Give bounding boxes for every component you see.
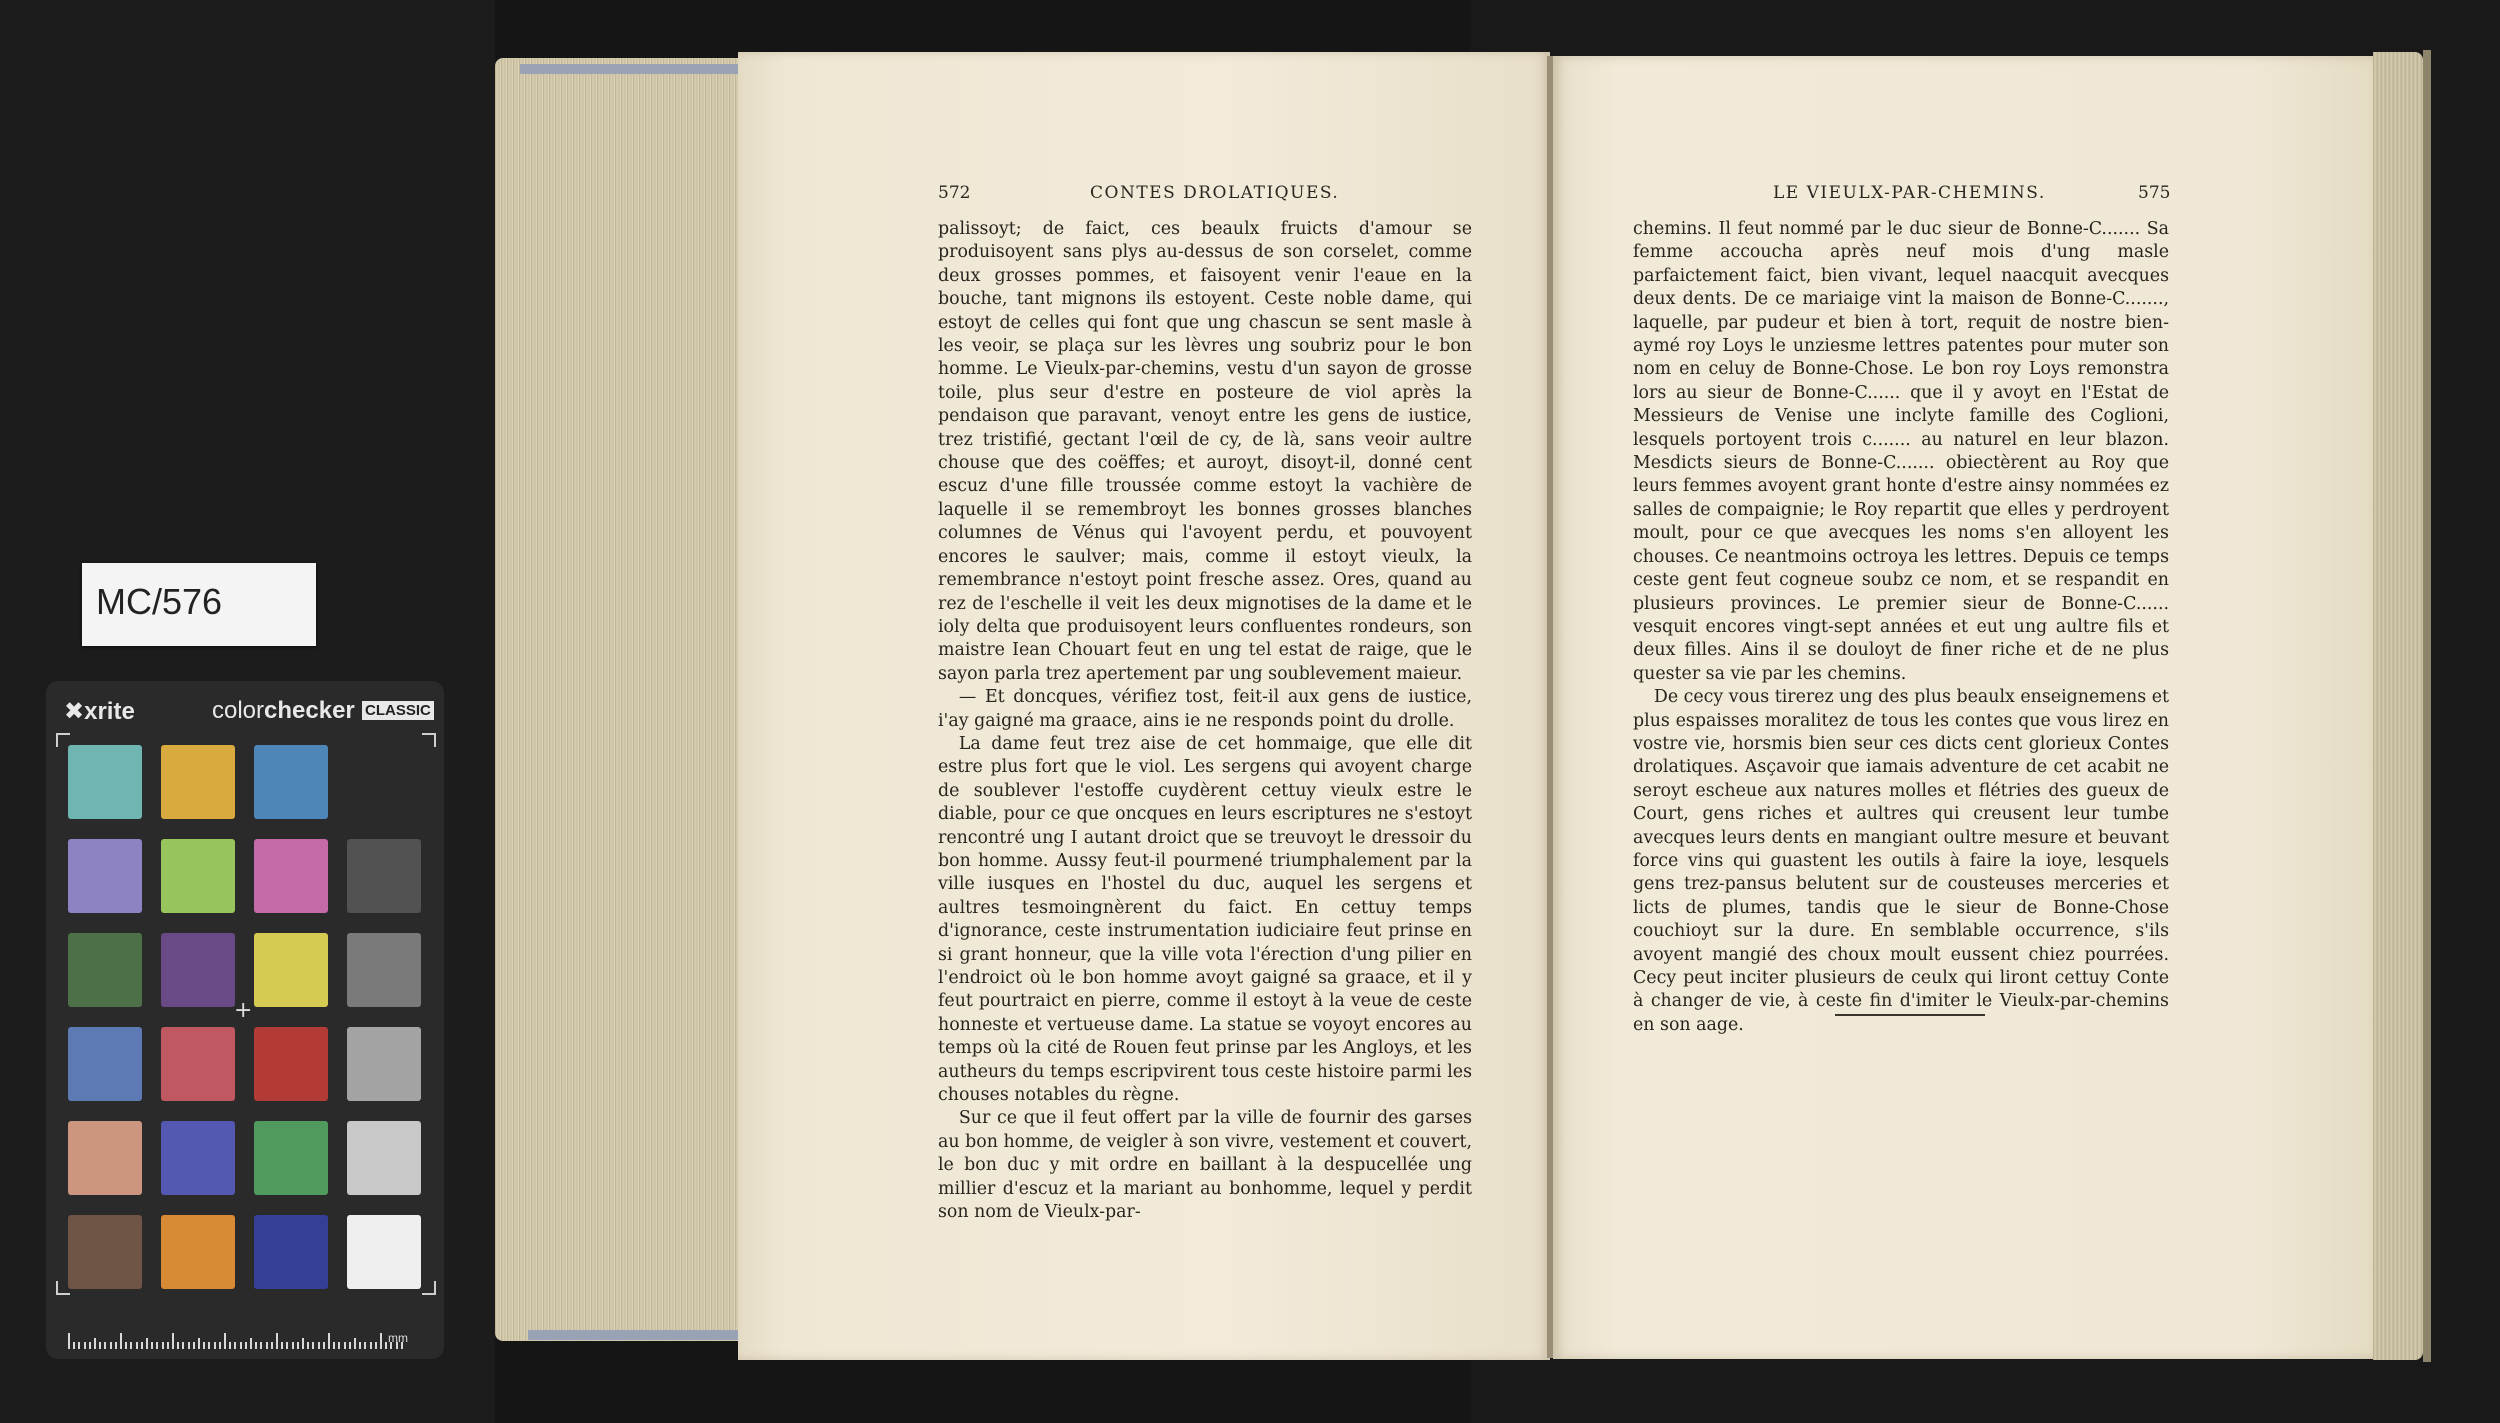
- ruler-tick: [338, 1342, 340, 1349]
- ruler-tick: [125, 1342, 127, 1349]
- ruler-tick: [167, 1342, 169, 1349]
- ruler-tick: [141, 1342, 143, 1349]
- ruler-tick: [370, 1342, 372, 1349]
- book-cover-edge-bottom: [528, 1330, 745, 1340]
- ruler-tick: [193, 1342, 195, 1349]
- left-page-number: 572: [938, 183, 971, 203]
- ruler-tick: [375, 1342, 377, 1349]
- ruler-tick: [115, 1342, 117, 1349]
- color-patch: [161, 933, 235, 1007]
- color-checker-card: [46, 681, 444, 1359]
- left-paragraph-3: La dame feut trez aise de cet hommaige, que elle dit estre plus fort que le viol. Les sergens qui avoyent charge de soublever l'estoffe cuydèrent cettuy vieulx estre le diable, pour ce que oncques en leurs escriptures ne s'estoyt rencontré ung I autant droict que se treuvoyt le dressoir du bon homme. Aussy feut-il pourmené triumphalement par la ville iusques en l'hostel du duc, auquel les sergens et aultres tesmoingnèrent du faict. En cettuy temps d'ignorance, ceste instrumentation iudiciaire feut prinse en si grant honneur, que la ville vota l'érection d'ung pilier en l'endroict où le bon homme avoyt gaigné sa graace, et il y feut pourtraict en pierre, comme il estoyt à la veue de ceste honneste et vertueuse dame. La statue se voyoyt encores au temps où la cité de Rouen feut prinse par les Angloys, et les autheurs du temps escripvirent tous ceste histoire parmi les chouses notables du règne.: [938, 733, 1472, 1106]
- ruler-tick: [276, 1333, 278, 1349]
- ruler-tick: [307, 1342, 309, 1349]
- ruler-tick: [364, 1342, 366, 1349]
- ruler-tick: [281, 1342, 283, 1349]
- right-page-number: 575: [2138, 183, 2171, 203]
- ruler-tick: [344, 1342, 346, 1349]
- ruler-tick: [271, 1342, 273, 1349]
- ruler-tick: [297, 1342, 299, 1349]
- left-page-text: [938, 218, 1472, 1224]
- color-patch: [68, 1121, 142, 1195]
- corner-mark-top-right: [422, 733, 436, 747]
- color-patch: [68, 839, 142, 913]
- ruler-tick: [110, 1342, 112, 1349]
- right-running-head: LE VIEULX-PAR-CHEMINS.: [1773, 183, 2046, 203]
- color-patch: [68, 1215, 142, 1289]
- ruler-tick: [89, 1342, 91, 1349]
- ruler-tick: [250, 1338, 252, 1349]
- ruler-tick: [208, 1342, 210, 1349]
- end-of-tale-rule: [1835, 1014, 1985, 1016]
- right-paragraph-2: De cecy vous tirerez ung des plus beaulx enseignemens et plus espaisses moralitez de tous les contes que vous lirez en vostre vie, horsmis bien seur ces dicts cent glorieux Contes drolatiques. Asçavoir que iamais adventure de cet acabit ne seroyt escheue aux natures molles et flétries des gueux de Court, gens riches et aultres qui creusent leur tumbe avecques leurs dents en mangiant oultre mesure et beuvant force vins qui guastent les outils à faire la ioye, lesquels gens trez-pansus belutent sur de cousteuses merceries et licts de plumes, tandis que le sieur de Bonne-Chose couchioyt sur la dure. En semblable occurrence, s'ils avoyent mangié des choux moult eussent chiez pourrées. Cecy peut inciter plusieurs de ceulx qui liront cettuy Conte à changer de vie, à ceste fin d'imiter le Vieulx-par-chemins en son aage.: [1633, 687, 2169, 1035]
- color-patch: [254, 745, 328, 819]
- ruler-tick: [68, 1333, 70, 1349]
- ruler-tick: [333, 1342, 335, 1349]
- left-paragraph-1: palissoyt; de faict, ces beaulx fruicts d'amour se produisoyent sans plys au-dessus de son corselet, comme deux grosses pommes, et faisoyent venir l'eaue en la bouche, tant mignons ils estoyent. Ceste noble dame, qui estoyt de celles qui font que ung chascun se sent masle à les veoir, se plaça sur les lèvres ung soubriz pour le bon homme. Le Vieulx-par-chemins, vestu d'un sayon de grosse toile, plus seur d'estre en posteure de viol après la pendaison que paravant, venoyt entre les gens de iustice, trez tristifié, gectant l'œil de cy, de là, sans veoir aultre chouse que des coëffes; et auroyt, disoyt-il, donné cent escuz d'une fille troussée comme estoyt la vachière de laquelle il se remembroyt les bonnes grosses blanches columnes de Vénus qui l'avoyent perdu, et pouvoyent encores le saulver; mais, comme il estoyt vieulx, la remembrance n'estoyt point fresche assez. Ores, quand au rez de l'eschelle il veit les deux mignotises de la dame et le ioly delta que produisoyent leurs confluentes rondeurs, son maistre Iean Chouart feut en ung tel estat de raige, que le sayon parla trez apertement par ung soublevement maieur.: [938, 219, 1472, 684]
- ruler-tick: [234, 1342, 236, 1349]
- color-patch: [254, 1121, 328, 1195]
- ruler-tick: [328, 1333, 330, 1349]
- color-patch: [347, 1215, 421, 1289]
- ruler-tick: [84, 1342, 86, 1349]
- ruler-tick: [188, 1342, 190, 1349]
- book-cover-edge-right: [2423, 50, 2431, 1362]
- ruler-tick: [245, 1342, 247, 1349]
- xrite-brand-text: xrite: [84, 698, 135, 725]
- color-patch: [161, 745, 235, 819]
- color-patch: [68, 933, 142, 1007]
- color-patch: [161, 839, 235, 913]
- left-paragraph-4: Sur ce que il feut offert par la ville de fournir des garses au bon homme, de veigler à son vivre, vestement et couvert, le bon duc y mit ordre en baillant à la despucellée ung millier d'escuz et la mariant au bonhomme, lequel y perdit son nom de Vieulx-par-: [938, 1108, 1472, 1223]
- ruler-tick: [78, 1342, 80, 1349]
- ruler-tick: [130, 1342, 132, 1349]
- ruler-tick: [156, 1342, 158, 1349]
- ruler-tick: [318, 1342, 320, 1349]
- ruler-tick: [354, 1338, 356, 1349]
- ruler-unit-label: mm: [388, 1331, 408, 1345]
- left-paragraph-2: — Et doncques, vérifiez tost, feit-il aux gens de iustice, i'ay gaigné ma graace, ains ie ne responds point du drolle.: [938, 687, 1472, 731]
- colorchecker-title: [212, 697, 355, 725]
- ruler-tick: [73, 1342, 75, 1349]
- page-block-left-edge: [495, 58, 745, 1341]
- color-patch: [347, 745, 421, 819]
- ruler-tick: [136, 1342, 138, 1349]
- ruler-tick: [302, 1338, 304, 1349]
- right-paragraph-1: chemins. Il feut nommé par le duc sieur de Bonne-C....... Sa femme accoucha après neuf mois d'ung masle parfaictement faict, bien vivant, lequel naacquit avecques deux dents. De ce mariaige vint la maison de Bonne-C......., laquelle, par pudeur et bien à tort, requit de nostre bien-aymé roy Loys le unziesme lettres patentes pour muter son nom en celuy de Bonne-Chose. Le bon roy Loys remonstra lors au sieur de Bonne-C...... que il y avoyt en l'Estat de Messieurs de Venise une inclyte famille des Coglioni, lesquels portoyent trois c....... au naturel en leur blazon. Mesdicts sieurs de Bonne-C....... obiectèrent au Roy que leurs femmes avoyent grant honte d'estre ainsy nommées ez salles de compaignie; le Roy repartit que elles y perdroyent moult, pour ce que avecques les noms s'en alloyent les chouses. Ce neantmoins octroya les lettres. Depuis ce temps ceste gent feut cogneue soubz ce nom, et se respandit en plusieurs provinces. Le premier sieur de Bonne-C...... vesquit encores vingt-sept années et eut ung aultre fils et deux filles. Ains il se douloyt de finer riche et de ne plus quester sa vie par les chemins.: [1633, 219, 2169, 684]
- ruler-tick: [104, 1342, 106, 1349]
- colorchecker-title-prefix: color: [212, 697, 265, 724]
- color-patch: [254, 839, 328, 913]
- color-patch: [161, 1027, 235, 1101]
- color-patch: [254, 1215, 328, 1289]
- ruler-tick: [240, 1342, 242, 1349]
- color-patch: [161, 1121, 235, 1195]
- ruler-tick: [203, 1342, 205, 1349]
- crosshair-icon: +: [234, 998, 253, 1023]
- ruler-tick: [292, 1342, 294, 1349]
- ruler-tick: [266, 1342, 268, 1349]
- xrite-logo: ✖xrite: [64, 698, 135, 725]
- left-running-head: CONTES DROLATIQUES.: [1090, 183, 1340, 203]
- mm-ruler: [68, 1331, 406, 1349]
- shelfmark-text: MC/576: [96, 581, 223, 622]
- color-patch: [254, 1027, 328, 1101]
- ruler-tick: [120, 1333, 122, 1349]
- right-page-text: [1633, 218, 2169, 1037]
- colorchecker-edition-badge: CLASSIC: [362, 701, 434, 720]
- color-patch: [254, 933, 328, 1007]
- ruler-tick: [198, 1338, 200, 1349]
- ruler-tick: [255, 1342, 257, 1349]
- colorchecker-title-strong: checker: [264, 697, 355, 724]
- ruler-tick: [99, 1342, 101, 1349]
- color-patch: [68, 1027, 142, 1101]
- color-patch: [68, 745, 142, 819]
- ruler-tick: [146, 1338, 148, 1349]
- ruler-tick: [177, 1342, 179, 1349]
- ruler-tick: [224, 1333, 226, 1349]
- color-patch: [347, 933, 421, 1007]
- color-patch: [347, 1121, 421, 1195]
- ruler-tick: [349, 1342, 351, 1349]
- color-patch: [347, 1027, 421, 1101]
- color-patch: [161, 1215, 235, 1289]
- ruler-tick: [260, 1342, 262, 1349]
- ruler-tick: [151, 1342, 153, 1349]
- ruler-tick: [162, 1342, 164, 1349]
- ruler-tick: [219, 1342, 221, 1349]
- ruler-tick: [172, 1333, 174, 1349]
- ruler-tick: [286, 1342, 288, 1349]
- shelfmark-label: [82, 563, 316, 646]
- ruler-tick: [385, 1342, 387, 1349]
- ruler-tick: [214, 1342, 216, 1349]
- ruler-tick: [359, 1342, 361, 1349]
- ruler-tick: [94, 1338, 96, 1349]
- ruler-tick: [312, 1342, 314, 1349]
- ruler-tick: [182, 1342, 184, 1349]
- ruler-tick: [229, 1342, 231, 1349]
- corner-mark-bottom-right: [422, 1281, 436, 1295]
- book-cover-edge-top: [520, 64, 745, 74]
- page-block-right-edge: [2373, 52, 2423, 1360]
- ruler-tick: [380, 1333, 382, 1349]
- color-patch: [347, 839, 421, 913]
- ruler-tick: [323, 1342, 325, 1349]
